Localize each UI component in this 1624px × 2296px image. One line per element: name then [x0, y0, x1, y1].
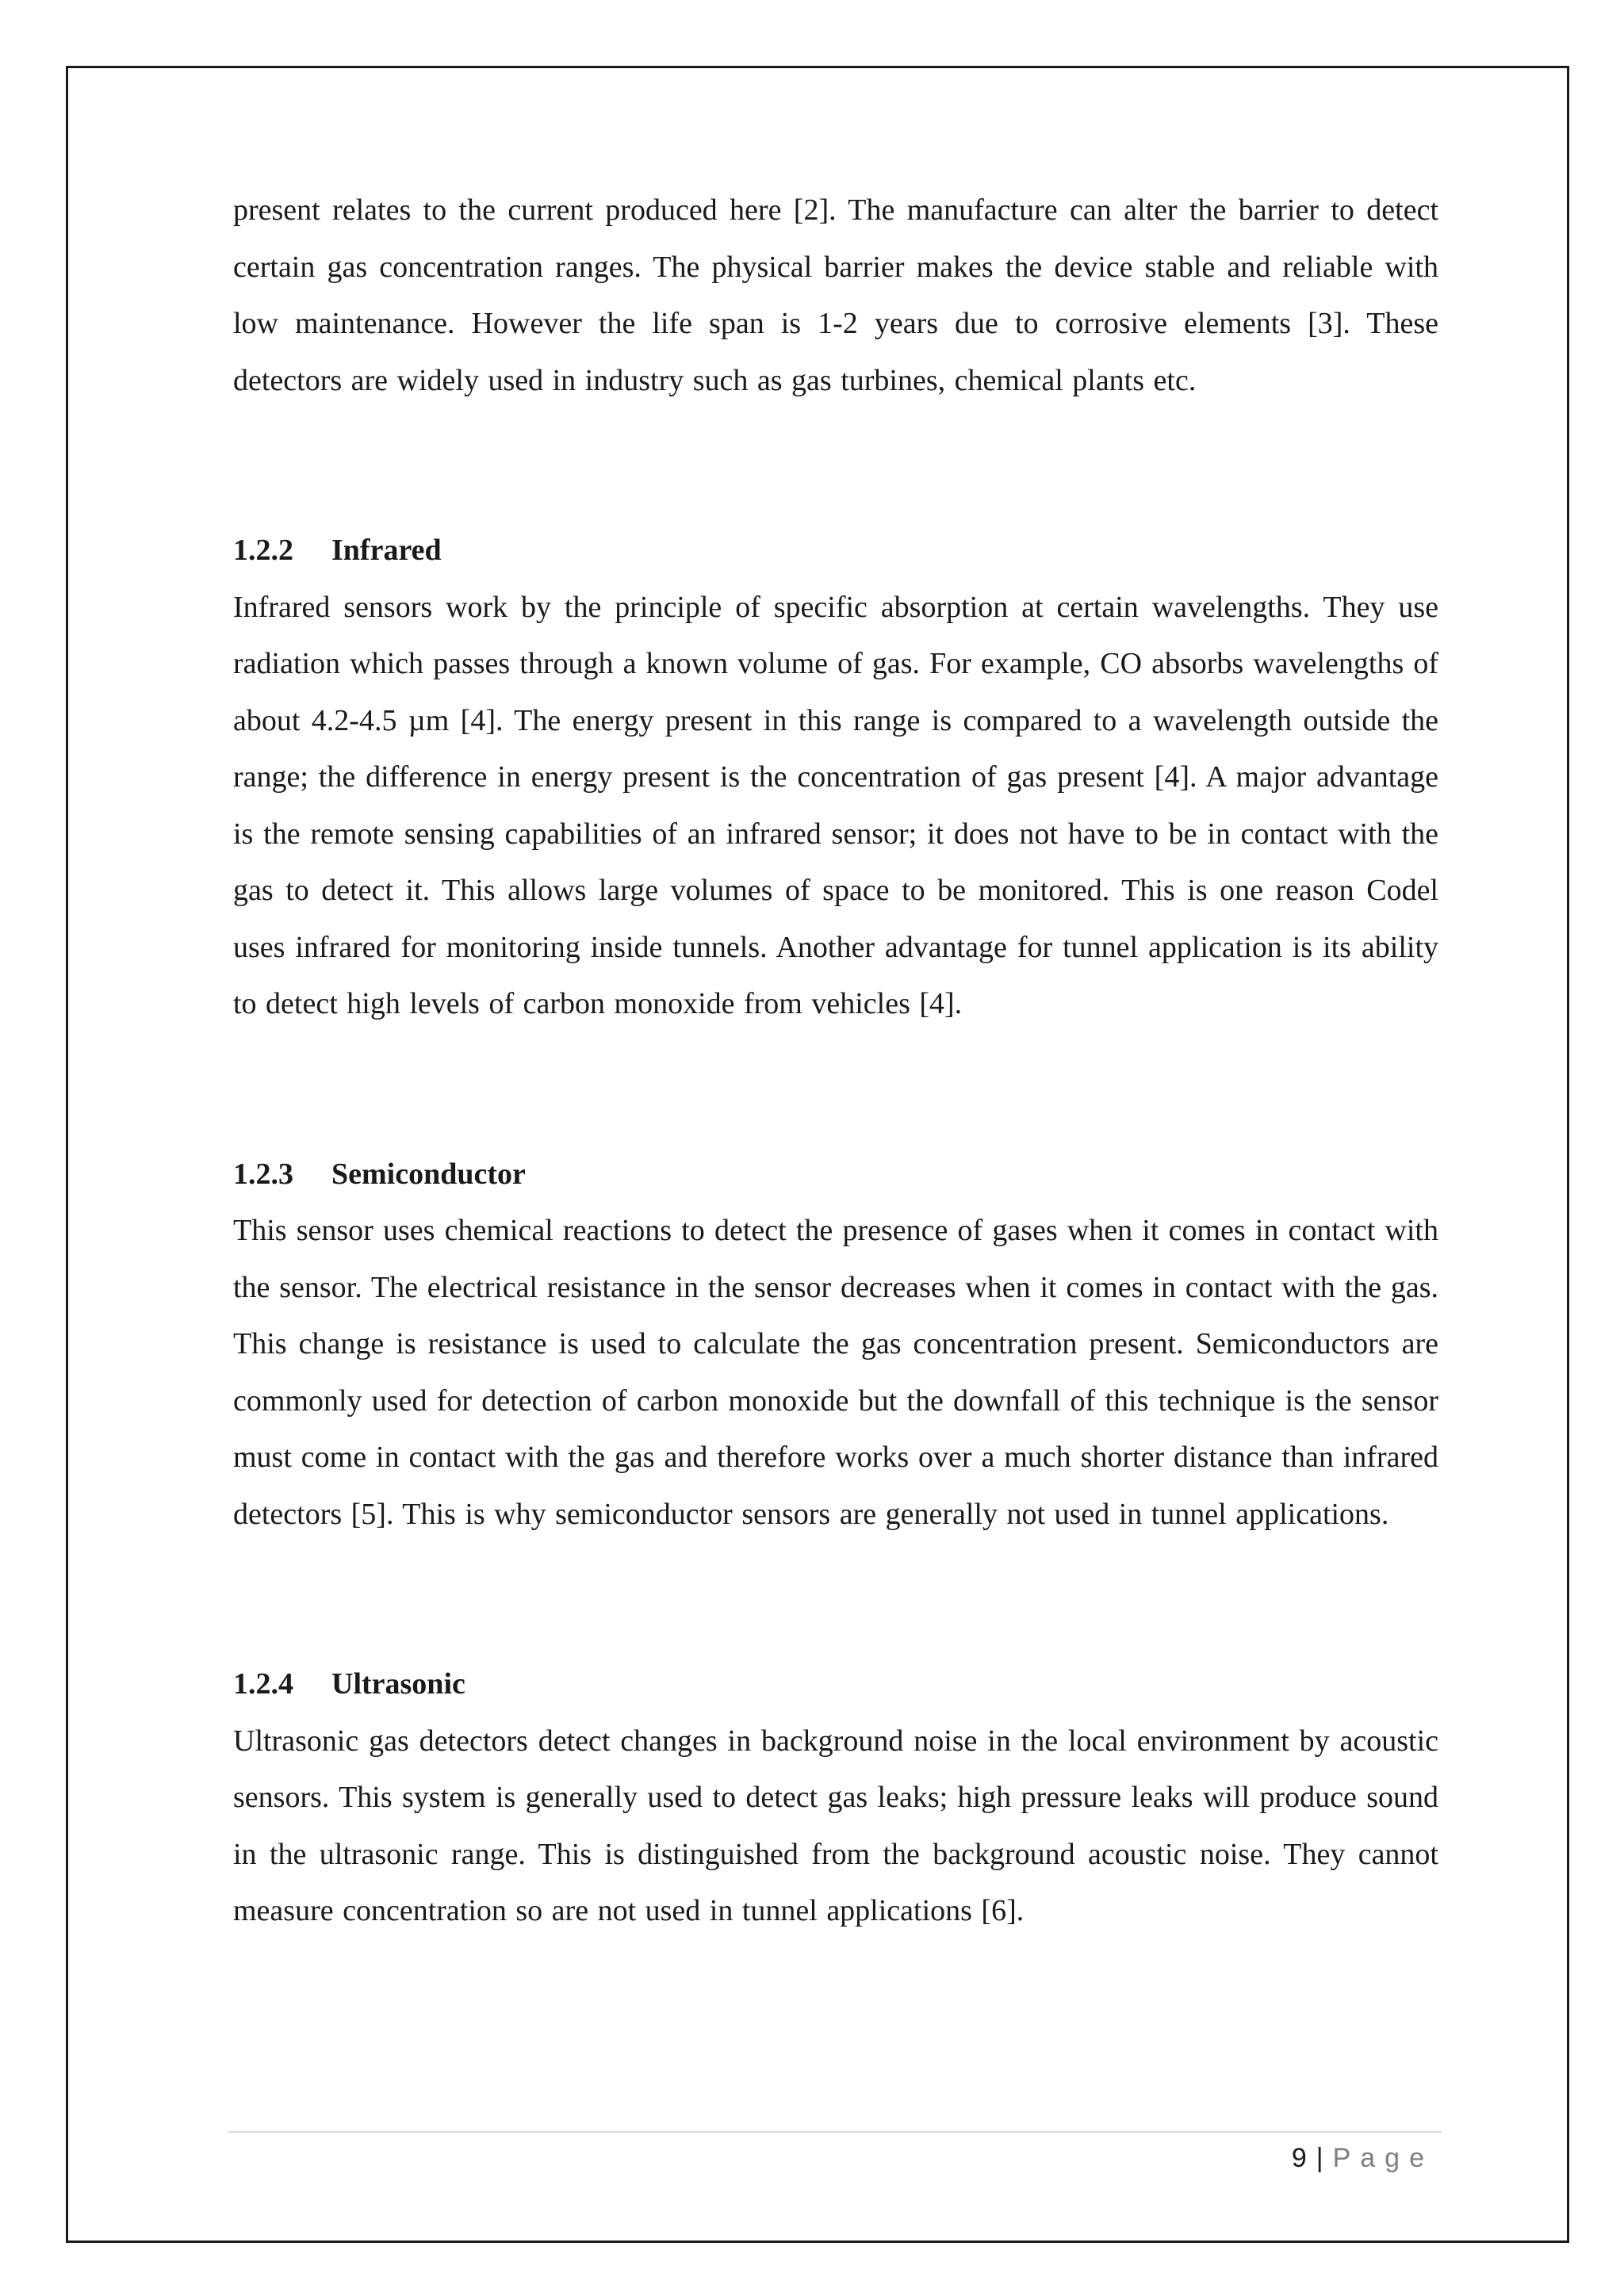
section-text-ultrasonic: Ultrasonic gas detectors detect changes in background noise in the local environment by acoustic sensors. This system is generally used to detect gas leaks; high pressure leaks will produce sound in the ultrasonic range. This is distinguished from the background acoustic noise. They cannot measure concentration so are not used in tunnel applications [6].: [233, 1724, 1438, 1927]
section-heading-semiconductor: [233, 1146, 1438, 1203]
section-number: 1.2.4: [233, 1667, 293, 1701]
section-number: 1.2.2: [233, 534, 293, 567]
section-spacer: [233, 409, 1438, 522]
footer-divider: [228, 2131, 1442, 2133]
section-text-semiconductor: This sensor uses chemical reactions to detect the presence of gases when it comes in contact with the sensor. The electrical resistance in the sensor decreases when it comes in contact with the gas. This change is resistance is used to calculate the gas concentration present. Semiconductors are commonly used for detection of carbon monoxide but the downfall of this technique is the sensor must come in contact with the gas and therefore works over a much shorter distance than infrared detectors [5]. This is why semiconductor sensors are generally not used in tunnel applications.: [233, 1214, 1438, 1531]
footer-separator: |: [1316, 2143, 1323, 2173]
section-title: Semiconductor: [331, 1157, 526, 1191]
intro-paragraph: present relates to the current produced here [2]. The manufacture can alter the barrier to detect certain gas concentration ranges. The physical barrier makes the device stable and reliable with low maintenance. However the life span is 1-2 years due to corrosive elements [3]. These detectors are widely used in industry such as gas turbines, chemical plants etc.: [233, 193, 1438, 397]
page-footer: [1292, 2139, 1434, 2177]
page-label: Page: [1332, 2143, 1434, 2173]
document-body: [233, 182, 1438, 1940]
section-title: Infrared: [331, 534, 442, 567]
section-text-infrared: Infrared sensors work by the principle of specific absorption at certain wavelengths. They use radiation which passes through a known volume of gas. For example, CO absorbs wavelengths of about 4.2-4.5 µm [4]. The energy present in this range is compared to a wavelength outside the range; the difference in energy present is the concentration of gas present [4]. A major advantage is the remote sensing capabilities of an infrared sensor; it does not have to be in contact with the gas to detect it. This allows large volumes of space to be monitored. This is one reason Codel uses infrared for monitoring inside tunnels. Another advantage for tunnel application is its ability to detect high levels of carbon monoxide from vehicles [4].: [233, 590, 1438, 1020]
page-number: 9: [1291, 2143, 1307, 2173]
section-spacer: [233, 1033, 1438, 1146]
section-heading-infrared: [233, 522, 1438, 580]
section-heading-ultrasonic: [233, 1656, 1438, 1713]
section-spacer: [233, 1543, 1438, 1656]
section-number: 1.2.3: [233, 1157, 293, 1191]
section-title: Ultrasonic: [331, 1667, 465, 1701]
